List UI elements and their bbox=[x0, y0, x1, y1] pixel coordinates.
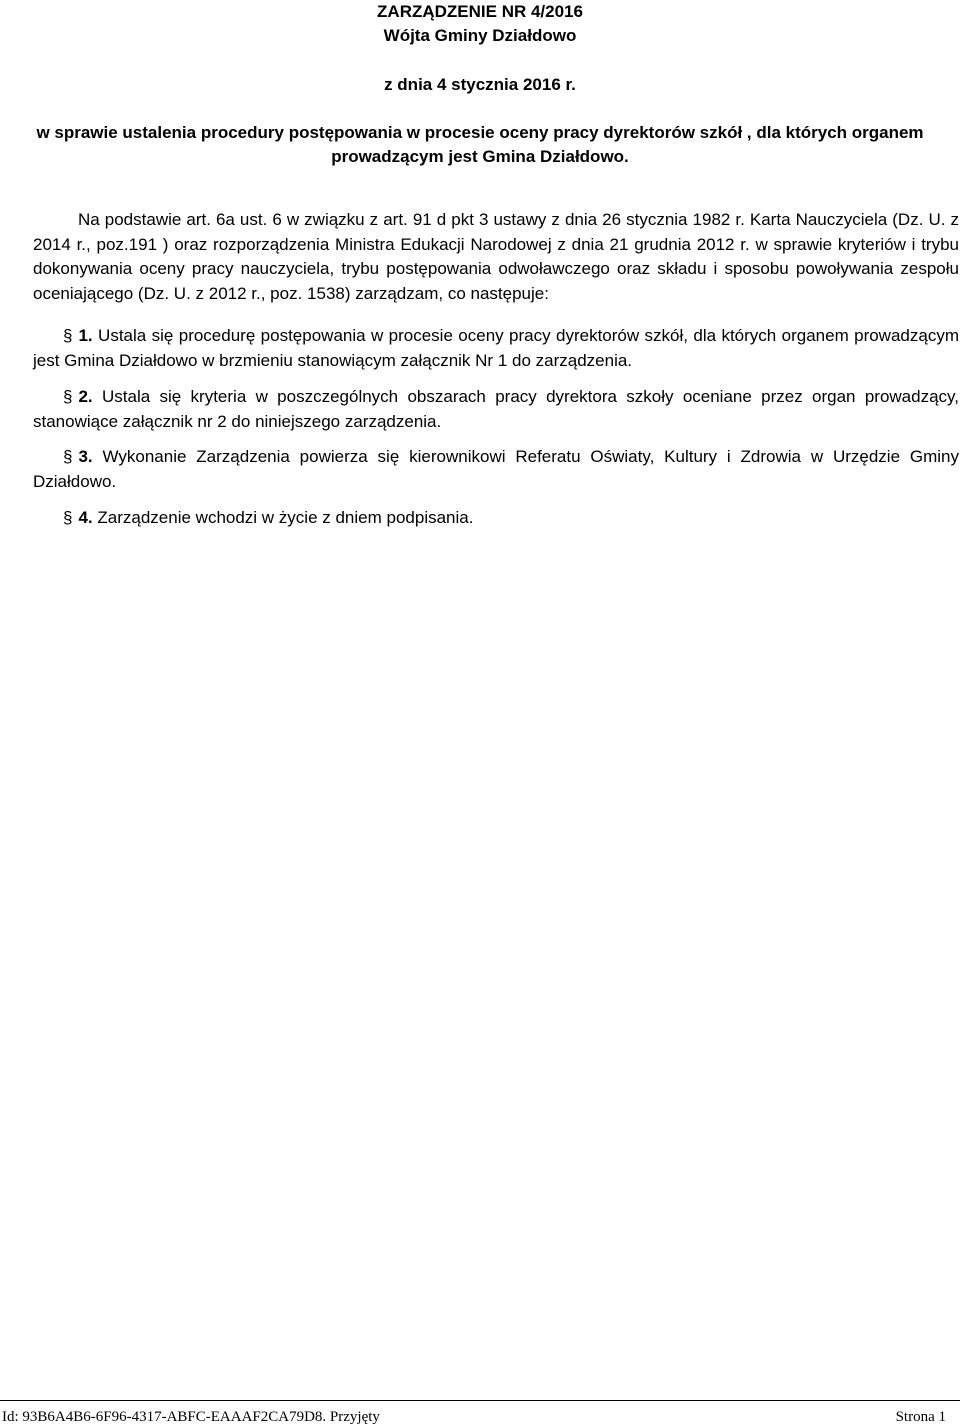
section-text: Wykonanie Zarządzenia powierza się kierownikowi Referatu Oświaty, Kultury i Zdrowia w Urzędzie Gminy Działdowo. bbox=[33, 447, 959, 491]
section-4 bbox=[33, 506, 959, 531]
preamble-part-1: Na podstawie art. 6a ust. 6 w związku z art. 91 d pkt 3 ustawy z dnia 26 stycznia 1982 r. Karta Nauczyciela (Dz. U. z 2014 r., poz. bbox=[33, 210, 959, 254]
section-number: 1. bbox=[78, 326, 93, 345]
section-number: 3. bbox=[78, 447, 93, 466]
section-sign-icon: § bbox=[63, 508, 73, 527]
section-number: 4. bbox=[78, 508, 93, 527]
section-sign-icon: § bbox=[63, 387, 73, 406]
page-number: Strona 1 bbox=[895, 1409, 946, 1425]
document-date: z dnia 4 stycznia 2016 r. bbox=[384, 75, 576, 94]
issuing-authority: Wójta Gminy Działdowo bbox=[383, 26, 577, 45]
section-1 bbox=[33, 324, 959, 373]
section-sign-icon: § bbox=[63, 326, 73, 345]
section-number: 2. bbox=[78, 387, 93, 406]
subject-line-1: w sprawie ustalenia procedury postępowania w procesie oceny pracy dyrektorów szkół , dla których organem bbox=[36, 123, 924, 142]
footer-divider bbox=[0, 1400, 960, 1401]
preamble-part-2: 191 ) oraz rozporządzenia Ministra Edukacji Narodowej z dnia 21 grudnia 2012 r. w sprawie kryteriów i trybu dokonywania oceny pracy nauczyciela, trybu postępowania odwoławczego oraz składu i sposobu powoływania zespołu oceniającego (Dz. U. z 2012 r., poz. 1538) zarządzam, co następuje: bbox=[33, 234, 959, 303]
document-title: ZARZĄDZENIE NR 4/2016 bbox=[377, 2, 583, 21]
preamble-paragraph bbox=[33, 208, 959, 306]
section-text: Ustala się kryteria w poszczególnych obszarach pracy dyrektora szkoły oceniane przez organ prowadzący, stanowiące załącznik nr 2 do niniejszego zarządzenia. bbox=[33, 387, 959, 431]
section-sign-icon: § bbox=[63, 447, 73, 466]
section-text: Zarządzenie wchodzi w życie z dniem podpisania. bbox=[97, 508, 474, 527]
section-2 bbox=[33, 385, 959, 434]
document-id: Id: 93B6A4B6-6F96-4317-ABFC-EAAAF2CA79D8. Przyjęty bbox=[2, 1409, 380, 1425]
subject-line-2: prowadzącym jest Gmina Działdowo. bbox=[331, 147, 629, 166]
section-3 bbox=[33, 445, 959, 494]
section-text: Ustala się procedurę postępowania w procesie oceny pracy dyrektorów szkół, dla których organem prowadzącym jest Gmina Działdowo w brzmieniu stanowiącym załącznik Nr 1 do zarządzenia. bbox=[33, 326, 959, 370]
